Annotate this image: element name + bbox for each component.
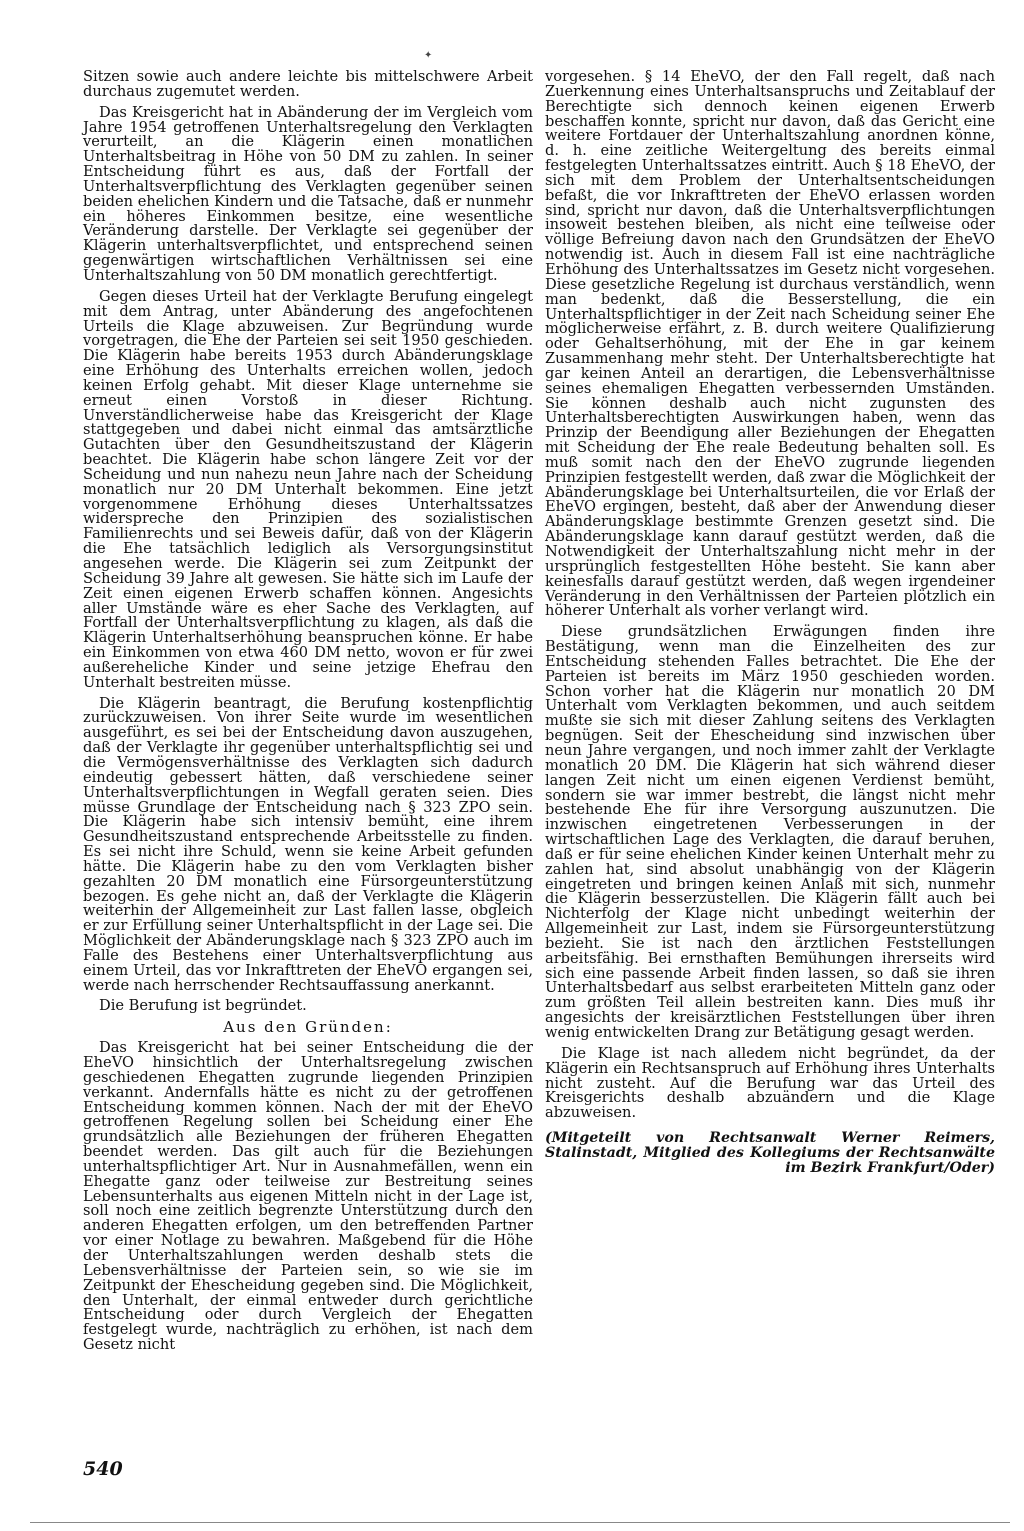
paragraph: Die Klage ist nach alledem nicht begründet, da der Klägerin ein Rechtsanspruch auf Erhöhung ihres Unterhalts nicht zusteht. Auf die Berufung war das Urteil des Kreisgerichts deshalb abzuändern und die Klage abzuweisen. bbox=[545, 1044, 995, 1122]
paragraph: Die Klägerin beantragt, die Berufung kostenpflichtig zurückzuweisen. Von ihrer Seite wurde im wesentlichen ausgeführt, es sei bei der Entscheidung davon auszugehen, daß der Verklagte ihr gegenüber unterhaltspflichtig sei und die Vermögensverhältnisse des Verklagten sich dadurch eindeutig gebessert hätten, daß verschiedene seiner Unterhaltsverpflichtungen in Wegfall geraten seien. Dies müsse Grundlage der Entscheidung nach § 323 ZPO sein. Die Klägerin habe sich intensiv bemüht, eine ihrem Gesundheitszustand entsprechende Arbeitsstelle zu finden. Es sei nicht ihre Schuld, wenn sie keine Arbeit gefunden hätte. Die Klägerin habe zu den vom Verklagten bisher gezahlten 20 DM monatlich eine Fürsorgeunterstützung bezogen. Es gehe nicht an, daß der Verklagte die Klägerin weiterhin der Allgemeinheit zur Last fallen lasse, obgleich er zur Erfüllung seiner Unterhaltspflicht in der Lage sei. Die Möglichkeit der Abänderungsklage nach § 323 ZPO auch im Falle des Bestehens einer Unterhaltsverpflichtung aus einem Urteil, das vor Inkrafttreten der EheVO ergangen sei, werde nach herrschender Rechtsauffassung anerkannt. bbox=[83, 694, 533, 994]
paragraph: Gegen dieses Urteil hat der Verklagte Berufung eingelegt mit dem Antrag, unter Abänderung des angefochtenen Urteils die Klage abzuweisen. Zur Begründung wurde vorgetragen, die Ehe der Parteien sei seit 1950 geschieden. Die Klägerin habe bereits 1953 durch Abänderungsklage eine Erhöhung des Unterhalts erreichen wollen, jedoch keinen Erfolg gehabt. Mit dieser Klage unternehme sie erneut einen Vorstoß in dieser Richtung. Unverständlicherweise habe das Kreisgericht der Klage stattgegeben und dabei nicht einmal das amtsärztliche Gutachten über den Gesundheitszustand der Klägerin beachtet. Die Klägerin habe schon längere Zeit vor der Scheidung und nun nahezu neun Jahre nach der Scheidung monatlich nur 20 DM Unterhalt bekommen. Eine jetzt vorgenommene Erhöhung dieses Unterhaltssatzes widerspreche den Prinzipien des sozialistischen Familienrechts und sei Beweis dafür, daß von der Klägerin die Ehe tatsächlich lediglich als Versorgungsinstitut angesehen werde. Die Klägerin sei zum Zeitpunkt der Scheidung 39 Jahre alt gewesen. Sie hätte sich im Laufe der Zeit einen eigenen Erwerb schaffen können. Angesichts aller Umstände wäre es eher Sache des Verklagten, auf Fortfall der Unterhaltsverpflichtung zu klagen, als daß die Klägerin Unterhaltserhöhung beanspruchen könne. Er habe ein Einkommen von etwa 460 DM netto, wovon er für zwei außereheliche Kinder und seine jetzige Ehefrau den Unterhalt bestreiten müsse. bbox=[83, 287, 533, 691]
paragraph: Diese grundsätzlichen Erwägungen finden ihre Bestätigung, wenn man die Einzelheiten des zur Entscheidung stehenden Falles betrachtet. Die Ehe der Parteien ist bereits im März 1950 geschieden worden. Schon vorher hat die Klägerin nur monatlich 20 DM Unterhalt vom Verklagten bekommen, und auch seitdem mußte sie sich mit dieser Zahlung seitens des Verklagten begnügen. Seit der Ehescheidung sind inzwischen über neun Jahre vergangen, und noch immer zahlt der Verklagte monatlich 20 DM. Die Klägerin hat sich während dieser langen Zeit nicht um einen eigenen Verdienst bemüht, sondern sie war immer bestrebt, die längst nicht mehr bestehende Ehe für ihre Versorgung auszunutzen. Die inzwischen eingetretenen Verbesserungen in der wirtschaftlichen Lage des Verklagten, die darauf beruhen, daß er für seine ehelichen Kinder keinen Unterhalt mehr zu zahlen hat, sind absolut unabhängig von der Klägerin eingetreten und bringen keinen Anlaß mit sich, nunmehr die Klägerin besserzustellen. Die Klägerin fällt auch bei Nichterfolg der Klage nicht unbedingt weiterhin der Allgemeinheit zur Last, indem sie Fürsorgeunterstützung bezieht. Sie ist nach den ärztlichen Feststellungen arbeitsfähig. Bei ernsthaften Bemühungen ihrerseits wird sich eine passende Arbeit finden lassen, so daß sie ihren Unterhaltsbedarf aus selbst erarbeiteten Mitteln ganz oder zum größten Teil allein bestreiten kann. Dies muß ihr angesichts der kreisärztlichen Feststellungen über ihren wenig entwickelten Drang zur Betätigung gesagt werden. bbox=[545, 623, 995, 1041]
attribution-note: (Mitgeteilt von Rechtsanwalt Werner Reimers, Stalinstadt, Mitglied des Kollegiums der Rechtsanwälte im Bezirk Frankfurt/Oder) bbox=[545, 1130, 995, 1177]
printer-mark: ✦ bbox=[424, 50, 433, 61]
paragraph: Die Berufung ist begründet. bbox=[99, 997, 307, 1015]
page-number: 540 bbox=[83, 1458, 123, 1480]
paragraph: Sitzen sowie auch andere leichte bis mittelschwere Arbeit durchaus zugemutet werden. bbox=[83, 68, 533, 100]
left-column bbox=[83, 70, 533, 1359]
right-column bbox=[545, 70, 995, 1176]
paragraph: Das Kreisgericht hat bei seiner Entscheidung die der EheVO hinsichtlich der Unterhaltsregelung zwischen geschiedenen Ehegatten zugrunde liegenden Prinzipien verkannt. Andernfalls hätte es nicht zu der getroffenen Entscheidung kommen können. Nach der mit der EheVO getroffenen Regelung sollen bei Scheidung einer Ehe grundsätzlich alle Beziehungen der früheren Ehegatten beendet werden. Das gilt auch für die Beziehungen unterhaltspflichtiger Art. Nur in Ausnahmefällen, wenn ein Ehegatte ganz oder teilweise zur Bestreitung seines Lebensunterhalts aus eigenen Mitteln nicht in der Lage ist, soll noch eine zeitlich begrenzte Unterstützung durch den anderen Ehegatten erfolgen, um den betreffenden Partner vor einer Notlage zu bewahren. Maßgebend für die Höhe der Unterhaltszahlungen werden deshalb stets die Lebensverhältnisse der Parteien sein, so wie sie im Zeitpunkt der Ehescheidung gegeben sind. Die Möglichkeit, den Unterhalt, der einmal entweder durch gerichtliche Entscheidung oder durch Vergleich der Ehegatten festgelegt wurde, nachträglich zu erhöhen, ist nach dem Gesetz nicht bbox=[83, 1039, 533, 1354]
scan-edge-line bbox=[30, 1522, 1010, 1523]
paragraph: vorgesehen. § 14 EheVO, der den Fall regelt, daß nach Zuerkennung eines Unterhaltsanspruchs und Zeitablauf der Berechtigte sich dennoch keinen eigenen Erwerb beschaffen konnte, spricht nur davon, daß das Gericht eine weitere Fortdauer der Unterhaltszahlung anordnen könne, d. h. eine zeitliche Weitergeltung des bereits einmal festgelegten Unterhaltssatzes eintritt. Auch § 18 EheVO, der sich mit dem Problem der Unterhaltsentscheidungen befaßt, die vor Inkrafttreten der EheVO erlassen worden sind, spricht nur davon, daß die Unterhaltsverpflichtungen insoweit bestehen bleiben, als nicht eine teilweise oder völlige Befreiung davon nach den Grundsätzen der EheVO notwendig ist. Auch in diesem Fall ist eine nachträgliche Erhöhung des Unterhaltssatzes im Gesetz nicht vorgesehen. Diese gesetzliche Regelung ist durchaus verständlich, wenn man bedenkt, daß die Besserstellung, die ein Unterhaltspflichtiger in der Zeit nach Scheidung seiner Ehe möglicherweise erfährt, z. B. durch weitere Qualifizierung oder Gehaltserhöhung, mit der Ehe in gar keinem Zusammenhang mehr steht. Der Unterhaltsberechtigte hat gar keinen Anteil an derartigen, die Lebensverhältnisse seines ehemaligen Ehegatten verbessernden Umständen. Sie können deshalb auch nicht zugunsten des Unterhaltsberechtigten Auswirkungen haben, wenn das Prinzip der Beendigung aller Beziehungen der Ehegatten mit Scheidung der Ehe reale Bedeutung behalten soll. Es muß somit nach den der EheVO zugrunde liegenden Prinzipien festgestellt werden, daß zwar die Möglichkeit der Abänderungsklage bei Unterhaltsurteilen, die vor Erlaß der EheVO ergingen, besteht, daß aber der Anwendung dieser Abänderungsklage bestimmte Grenzen gesetzt sind. Die Abänderungsklage kann darauf gestützt werden, daß die Notwendigkeit der Unterhaltszahlung nicht mehr in der ursprünglich festgestellten Höhe besteht. Sie kann aber keinesfalls darauf gestützt werden, daß wegen irgendeiner Veränderung in den Verhältnissen der Parteien plötzlich ein höherer Unterhalt als vorher verlangt wird. bbox=[545, 68, 995, 620]
section-heading: Aus den Gründen: bbox=[223, 1018, 393, 1037]
paragraph: Das Kreisgericht hat in Abänderung der im Vergleich vom Jahre 1954 getroffenen Unterhaltsregelung den Verklagten verurteilt, an die Klägerin einen monatlichen Unterhaltsbeitrag in Höhe von 50 DM zu zahlen. In seiner Entscheidung führt es aus, daß der Fortfall der Unterhaltsverpflichtung des Verklagten gegenüber seinen beiden ehelichen Kindern und die Tatsache, daß er nunmehr ein höheres Einkommen besitze, eine wesentliche Veränderung darstelle. Der Verklagte sei gegenüber der Klägerin unterhaltsverpflichtet, und entsprechend seinen gegenwärtigen wirtschaftlichen Verhältnissen sei eine Unterhaltszahlung von 50 DM monatlich gerechtfertigt. bbox=[83, 103, 533, 284]
